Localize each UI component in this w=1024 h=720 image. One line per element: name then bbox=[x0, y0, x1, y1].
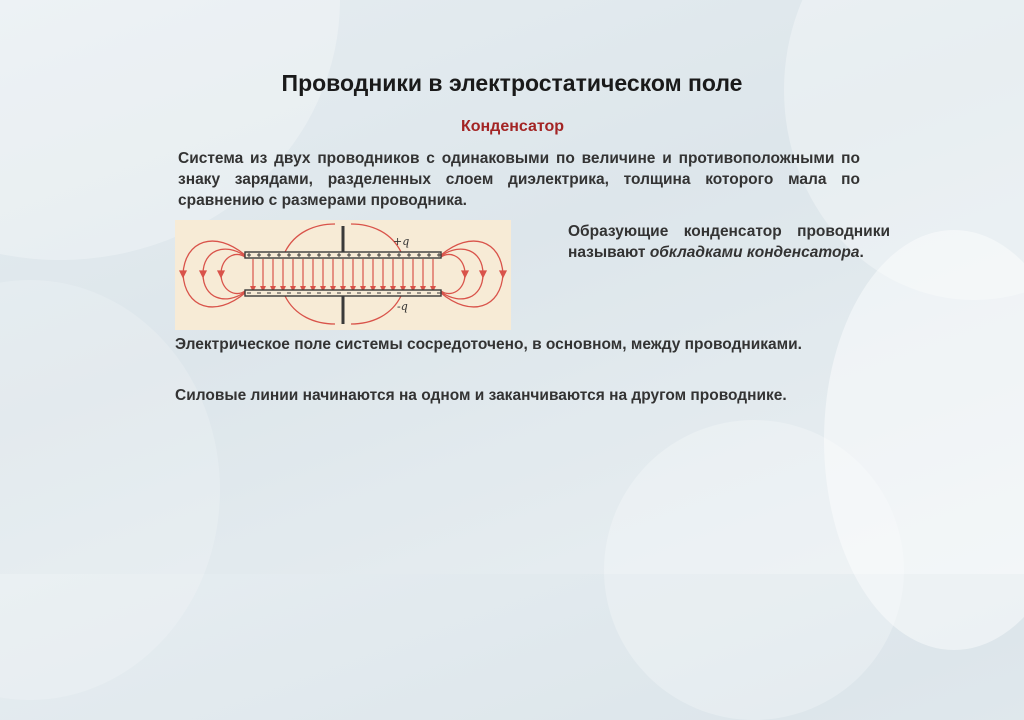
plates-end: . bbox=[859, 244, 864, 261]
field-paragraph: Электрическое поле системы сосредоточено, в основном, между проводниками. bbox=[175, 336, 802, 353]
field-loop bbox=[221, 254, 245, 293]
plates-paragraph bbox=[568, 221, 890, 263]
capacitor-field-diagram bbox=[175, 220, 511, 330]
field-arrow bbox=[218, 271, 224, 277]
field-arrow bbox=[462, 271, 468, 277]
field-loop bbox=[285, 224, 335, 252]
field-arrow bbox=[180, 271, 186, 277]
negative-plate bbox=[245, 290, 441, 296]
field-loop bbox=[441, 254, 465, 293]
background-wave bbox=[824, 230, 1024, 650]
negative-charge-label: -q bbox=[397, 300, 408, 313]
field-arrow bbox=[500, 271, 506, 277]
field-loop bbox=[441, 249, 483, 299]
field-arrow bbox=[480, 271, 486, 277]
capacitor-svg bbox=[175, 220, 511, 330]
field-loop bbox=[285, 296, 335, 324]
field-arrow bbox=[200, 271, 206, 277]
slide-subtitle: Конденсатор bbox=[460, 118, 565, 135]
positive-plate bbox=[245, 252, 441, 258]
plates-term: обкладками конденсатора bbox=[649, 244, 860, 261]
field-loop bbox=[203, 249, 245, 299]
field-lines-paragraph: Силовые линии начинаются на одном и заканчиваются на другом проводнике. bbox=[175, 387, 787, 404]
definition-paragraph: Система из двух проводников с одинаковыми по величине и противоположными по знаку зарядами, разделенных слоем диэлектрика, толщина которого мала по сравнению с размерами проводника. bbox=[178, 150, 860, 209]
slide-title: Проводники в электростатическом поле bbox=[281, 70, 743, 96]
background-wave bbox=[604, 420, 904, 720]
positive-charge-label: +q bbox=[393, 235, 410, 248]
plates-text: Образующие конденсатор проводники называют bbox=[568, 223, 890, 261]
field-loop bbox=[351, 296, 401, 324]
